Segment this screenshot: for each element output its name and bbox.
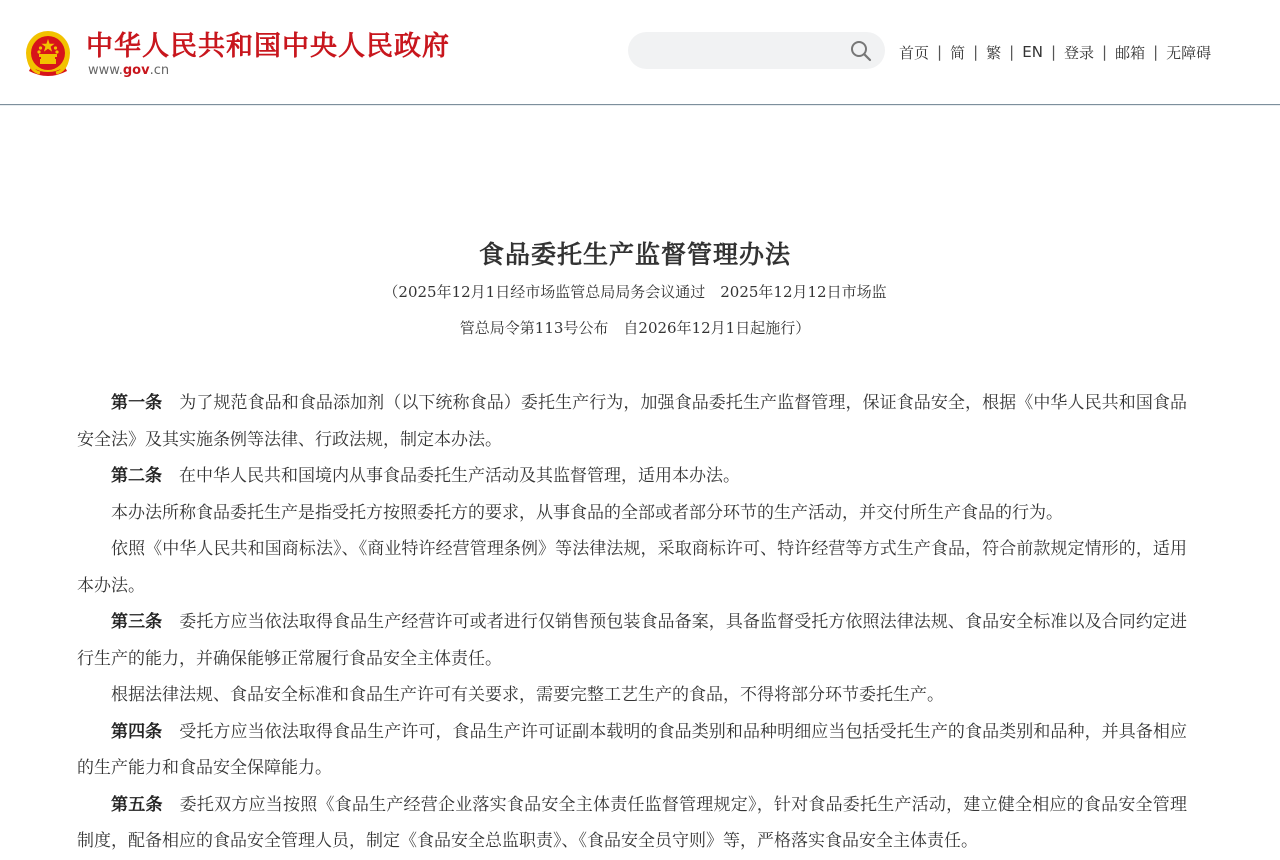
article-label: 第三条 [111, 612, 163, 632]
article-paragraph [77, 495, 1187, 532]
nav-separator: | [1009, 43, 1015, 61]
nav-separator: | [1050, 43, 1056, 61]
nav-separator: | [1102, 43, 1108, 61]
article-text: 本办法所称食品委托生产是指受托方按照委托方的要求，从事食品的全部或者部分环节的生产活动，并交付所生产食品的行为。 [111, 502, 1063, 523]
article-paragraph [77, 787, 1187, 860]
article-label: 第四条 [111, 721, 163, 742]
article-label: 第一条 [111, 393, 163, 413]
article-paragraph [77, 458, 1187, 495]
page-title: 食品委托生产监督管理办法 [478, 240, 791, 269]
nav-simplified-link[interactable]: 简 [950, 43, 966, 62]
nav-separator: | [937, 43, 943, 61]
article-paragraph [77, 714, 1187, 787]
site-name[interactable]: 中华人民共和国中央人民政府 [86, 31, 450, 62]
article-text: 为了规范食品和食品添加剂（以下统称食品）委托生产行为，加强食品委托生产监督管理，保证食品安全，根据《中华人民共和国食品安全法》及其实施条例等法律、行政法规，制定本办法。 [77, 393, 1188, 450]
nav-english-link[interactable]: EN [1022, 43, 1043, 61]
article-text: 委托方应当依法取得食品生产经营许可或者进行仅销售预包装食品备案，具备监督受托方依照法律法规、食品安全标准以及合同约定进行生产的能力，并确保能够正常履行食品安全主体责任。 [77, 612, 1188, 669]
article-label: 第二条 [111, 466, 162, 486]
article-text: 依照《中华人民共和国商标法》、《商业特许经营管理条例》等法律法规，采取商标许可、特许经营等方式生产食品，符合前款规定情形的，适用本办法。 [77, 539, 1187, 596]
nav-mail-link[interactable]: 邮箱 [1115, 43, 1146, 62]
nav-accessibility-link[interactable]: 无障碍 [1166, 43, 1212, 62]
article-paragraph [77, 531, 1187, 604]
domain-prefix: www. [88, 63, 123, 78]
document-subtitle-line-1: （2025年12月1日经市场监管总局局务会议通过 2025年12月12日市场监 [383, 283, 887, 301]
article-paragraph [77, 385, 1187, 458]
nav-home-link[interactable]: 首页 [899, 43, 930, 62]
national-emblem-icon[interactable] [22, 27, 74, 81]
article-text: 受托方应当依法取得食品生产许可，食品生产许可证副本载明的食品类别和品种明细应当包括受托生产的食品类别和品种，并具备相应的生产能力和食品安全保障能力。 [77, 721, 1188, 778]
article-paragraph [77, 677, 1187, 714]
article-text: 在中华人民共和国境内从事食品委托生产活动及其监督管理，适用本办法。 [179, 466, 740, 486]
domain-bold: gov [122, 63, 150, 78]
nav-separator: | [1153, 43, 1159, 61]
nav-separator: | [973, 43, 979, 61]
document-subtitle-line-2: 管总局令第113号公布 自2026年12月1日起施行） [459, 319, 811, 337]
site-header [0, 0, 1280, 105]
article-paragraph [77, 604, 1187, 677]
nav-traditional-link[interactable]: 繁 [986, 43, 1002, 62]
site-domain [88, 63, 169, 78]
domain-suffix: .cn [149, 63, 170, 78]
search-icon[interactable] [850, 40, 872, 62]
nav-login-link[interactable]: 登录 [1064, 43, 1095, 62]
article-text: 根据法律法规、食品安全标准和食品生产许可有关要求，需要完整工艺生产的食品，不得将部分环节委托生产。 [111, 685, 944, 705]
article-text: 委托双方应当按照《食品生产经营企业落实食品安全主体责任监督管理规定》，针对食品委托生产活动，建立健全相应的食品安全管理制度，配备相应的食品安全管理人员，制定《食品安全总监职责》、《食品安全员守则》等，严格落实食品安全主体责任。 [77, 794, 1188, 851]
article-label: 第五条 [111, 794, 163, 815]
top-navigation [899, 41, 1211, 63]
search-input[interactable] [628, 32, 885, 69]
article-body [77, 385, 1187, 860]
